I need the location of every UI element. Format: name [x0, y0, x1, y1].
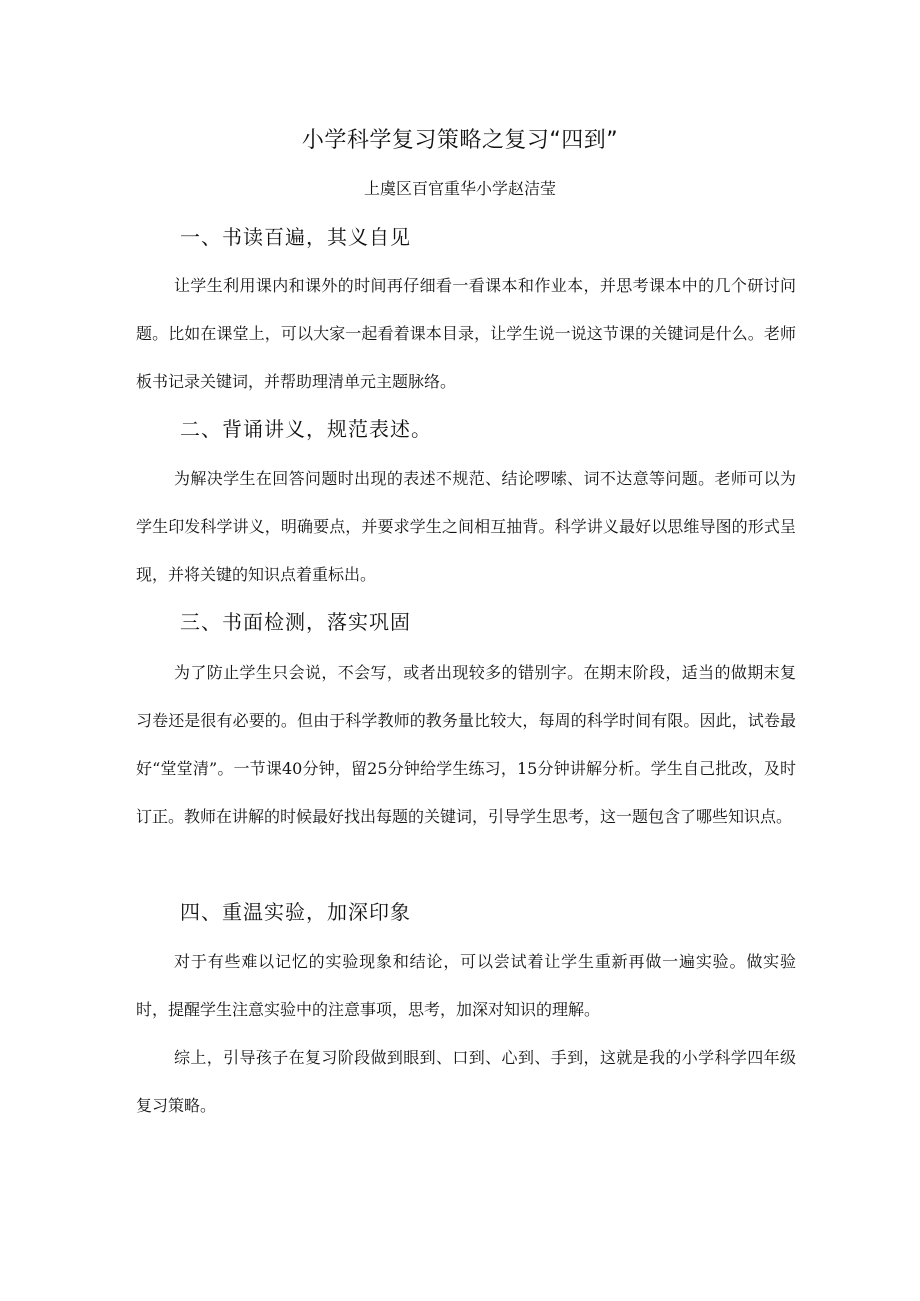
- section-paragraph-1: 让学生利用课内和课外的时间再仔细看一看课本和作业本，并思考课本中的几个研讨问题。比如在课堂上，可以大家一起看着课本目录，让学生说一说这节课的关键词是什么。老师板书记录关键词，并帮助理清单元主题脉络。: [136, 276, 796, 391]
- section-heading-2: 二、背诵讲义，规范表述。: [180, 417, 432, 441]
- section-paragraph-4: 对于有些难以记忆的实验现象和结论，可以尝试着让学生重新再做一遍实验。做实验时，提醒学生注意实验中的注意事项，思考，加深对知识的理解。: [136, 952, 796, 1019]
- section-heading-4: 四、重温实验，加深印象: [180, 900, 411, 924]
- conclusion-paragraph: 综上，引导孩子在复习阶段做到眼到、口到、心到、手到，这就是我的小学科学四年级复习策略。: [136, 1048, 796, 1115]
- section-heading-3: 三、书面检测，落实巩固: [180, 610, 411, 634]
- section-paragraph-2: 为解决学生在回答问题时出现的表述不规范、结论啰嗦、词不达意等问题。老师可以为学生印发科学讲义，明确要点，并要求学生之间相互抽背。科学讲义最好以思维导图的形式呈现，并将关键的知识点着重标出。: [136, 469, 796, 584]
- section-heading-1: 一、书读百遍，其义自见: [180, 225, 411, 249]
- document-title: 小学科学复习策略之复习“四到”: [301, 128, 619, 153]
- section-paragraph-3: 为了防止学生只会说，不会写，或者出现较多的错别字。在期末阶段，适当的做期末复习卷还是很有必要的。但由于科学教师的教务量比较大，每周的科学时间有限。因此，试卷最好“堂堂清”。一节课40分钟，留25分钟给学生练习，15分钟讲解分析。学生自己批改，及时订正。教师在讲解的时候最好找出每题的关键词，引导学生思考，这一题包含了哪些知识点。: [136, 663, 796, 826]
- document-author: 上虞区百官重华小学赵洁莹: [363, 179, 556, 198]
